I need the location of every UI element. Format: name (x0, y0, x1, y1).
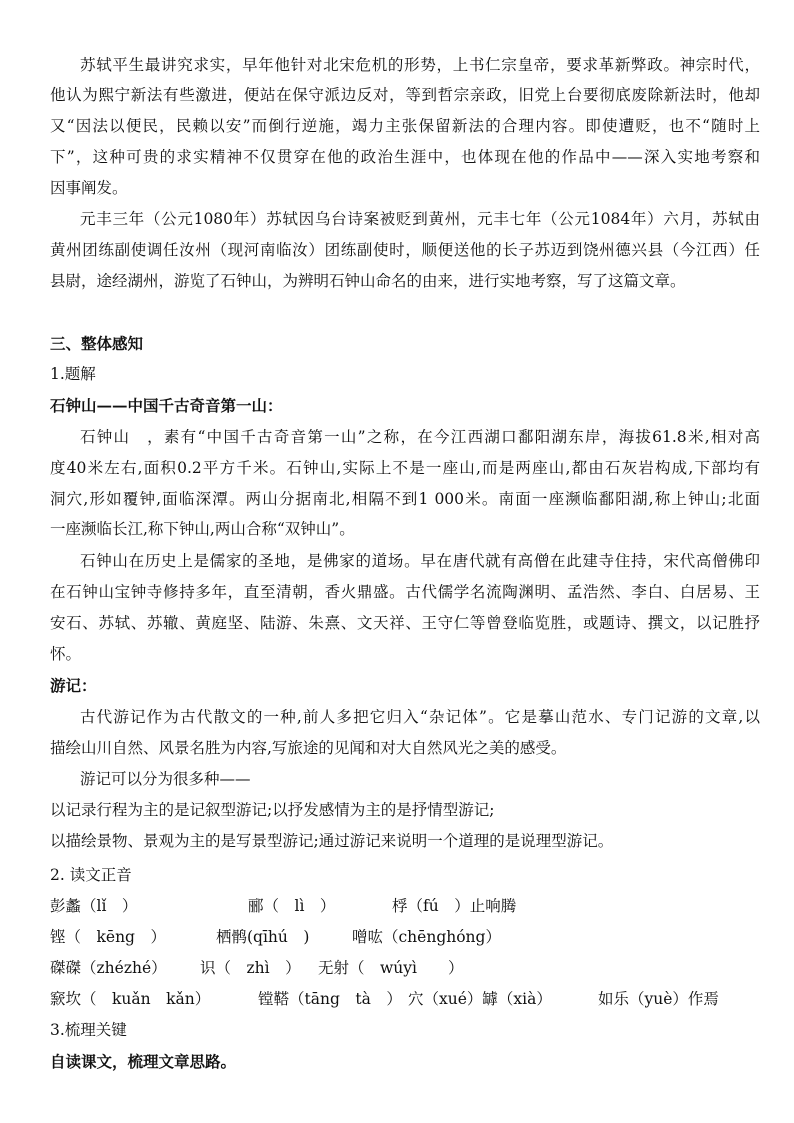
pinyin-item: 镗鞳（tāng tà ） (258, 990, 402, 1008)
pinyin-item: 郦（ lì ） (248, 897, 336, 915)
background-line: 他认为熙宁新法有些激进，便站在保守派边反对，等到哲宗亲政，旧党上台要彻底废除新法时，他却 (50, 86, 760, 104)
intro-line: 石钟山 ，素有“中国千古奇音第一山”之称，在今江西湖口鄱阳湖东岸，海拔61.8米,相对高 (80, 428, 760, 446)
background-line: 县尉，途经湖州，游览了石钟山，为辨明石钟山命名的由来，进行实地考察，写了这篇文章。 (50, 272, 686, 290)
history-line: 在石钟山宝钟寺修持多年，直至清朝，香火鼎盛。古代儒学名流陶渊明、孟浩然、李白、白居易、王 (50, 583, 760, 601)
title-youji: 游记： (50, 676, 97, 695)
background-line: 又“因法以便民，民赖以安”而倒行逆施，竭力主张保留新法的合理内容。即使遭贬，也不“随时上 (50, 117, 760, 135)
intro-line: 度40米左右,面积0.2平方千米。石钟山,实际上不是一座山,而是两座山,都由石灰岩构成,下部均有 (50, 459, 760, 477)
pinyin-item: 识（ zhì ） (200, 959, 301, 977)
section-heading: 三、整体感知 (50, 334, 144, 353)
background-line: 黄州团练副使调任汝州（现河南临汝）团练副使时，顺便送他的长子苏迈到饶州德兴县（今江西）任 (50, 241, 760, 259)
pinyin-item: 铿（ kēng ） (50, 928, 166, 946)
youji-line: 描绘山川自然、风景名胜为内容,写旅途的见闻和对大自然风光之美的感受。 (50, 739, 567, 757)
history-line: 石钟山在历史上是儒家的圣地，是佛家的道场。早在唐代就有高僧在此建寺住持，宋代高僧佛印 (80, 552, 760, 570)
intro-line: 一座濒临长江,称下钟山,两山合称“双钟山”。 (50, 520, 355, 538)
subheading-pronunciation: 2. 读文正音 (50, 866, 132, 884)
background-line: 元丰三年（公元1080年）苏轼因乌台诗案被贬到黄州，元丰七年（公元1084年）六月，苏轼由 (80, 210, 760, 228)
pinyin-item: 窾坎（ kuǎn kǎn） (50, 990, 211, 1008)
pinyin-item: 噌吰（chēnghóng） (352, 928, 501, 946)
pinyin-item: 彭蠡（lǐ ） (50, 897, 138, 915)
task-instruction: 自读课文，梳理文章思路。 (50, 1052, 237, 1071)
title-shizhongshan: 石钟山——中国千古奇音第一山： (50, 396, 283, 415)
subheading-key-points: 3.梳理关键 (50, 1021, 127, 1039)
history-line: 怀。 (50, 645, 82, 663)
background-line: 苏轼平生最讲究求实，早年他针对北宋危机的形势，上书仁宗皇帝，要求革新弊政。神宗时代， (80, 56, 760, 74)
pinyin-item: 磔磔（zhézhé） (50, 959, 167, 977)
pinyin-item: 如乐（yuè）作焉 (598, 990, 719, 1008)
history-line: 安石、苏轼、苏辙、黄庭坚、陆游、朱熹、文天祥、王守仁等曾登临览胜，或题诗、撰文，以记胜抒 (50, 614, 760, 632)
youji-type-line: 以记录行程为主的是记叙型游记;以抒发感情为主的是抒情型游记; (50, 801, 495, 819)
youji-line: 古代游记作为古代散文的一种,前人多把它归入“杂记体”。它是摹山范水、专门记游的文章,以 (80, 708, 760, 726)
background-line: 因事阐发。 (50, 179, 128, 197)
subheading-tijie: 1.题解 (50, 365, 96, 383)
pinyin-item: 无射（ wúyì ） (318, 959, 464, 977)
youji-types-intro: 游记可以分为很多种—— (80, 770, 251, 788)
pinyin-item: 穴（xué）罅（xià） (408, 990, 552, 1008)
pinyin-item: 桴（fú ）止响腾 (392, 897, 517, 915)
background-line: 下”，这种可贵的求实精神不仅贯穿在他的政治生涯中，也体现在他的作品中——深入实地考察和 (50, 148, 760, 166)
youji-type-line: 以描绘景物、景观为主的是写景型游记;通过游记来说明一个道理的是说理型游记。 (50, 832, 614, 850)
intro-line: 洞穴,形如覆钟,面临深潭。两山分据南北,相隔不到1 000米。南面一座濒临鄱阳湖,称上钟山;北面 (50, 490, 760, 508)
pinyin-item: 栖鹘(qīhú ) (216, 928, 310, 946)
